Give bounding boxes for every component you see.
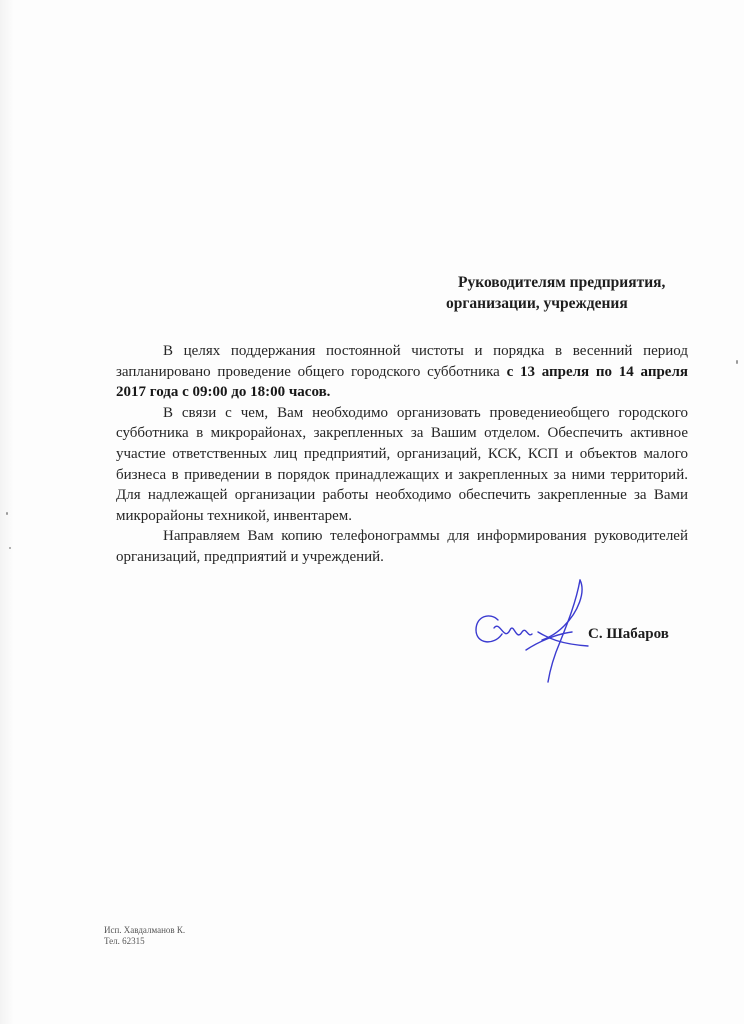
executor-footer (104, 925, 185, 947)
letter-body (116, 341, 688, 568)
handwritten-signature (468, 572, 598, 687)
paragraph-3: Направляем Вам копию телефонограммы для информирования руководителей организаций, предприятий и учреждений. (116, 528, 688, 565)
paragraph-1 (116, 341, 688, 403)
executor-phone: Тел. 62315 (104, 936, 145, 946)
addressee-line-1: Руководителям предприятия, (458, 274, 666, 291)
scan-speck (736, 360, 738, 364)
scan-speck (6, 512, 8, 515)
addressee-block (446, 272, 716, 314)
paragraph-1-dates: с 13 апреля по 14 апреля 2017 года с 09:00 до 18:00 часов. (116, 363, 688, 401)
signatory-name: С. Шабаров (588, 626, 669, 642)
paragraph-1-text: В целях поддержания постоянной чистоты и порядка в весенний период запланировано проведение общего городского субботника (116, 343, 688, 380)
paragraph-2: В связи с чем, Вам необходимо организовать проведениеобщего городского субботника в микрорайонах, закрепленных за Вашим отделом. Обеспечить активное участие ответственных лиц предприятий, организаций, КСК, КСП и объектов малого бизнеса в приведении в порядок принадлежащих и закрепленных за ними территорий. Для надлежащей организации работы необходимо обеспечить закрепленные за Вами микрорайоны техникой, инвентарем. (116, 404, 688, 524)
executor-name: Исп. Хавдалманов К. (104, 925, 186, 935)
addressee-line-2: организации, учреждения (446, 295, 628, 312)
scan-speck (9, 547, 11, 549)
